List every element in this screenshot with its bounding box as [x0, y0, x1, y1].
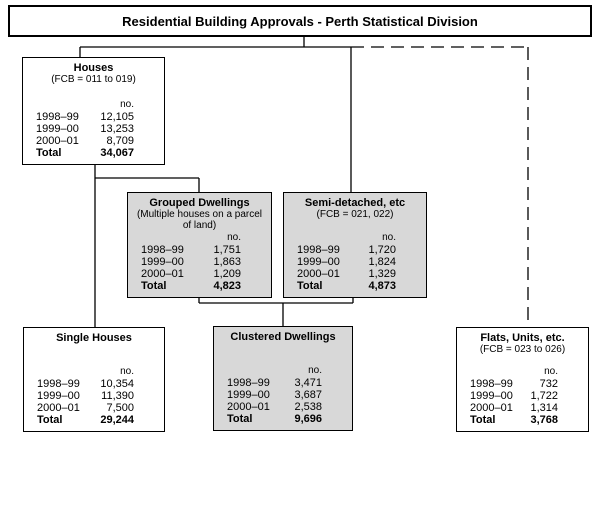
approvals-table [470, 366, 558, 426]
year-cell: 2000–01 [470, 402, 513, 414]
table-row [297, 244, 396, 256]
box-subtitle: (FCB = 023 to 026) [479, 344, 566, 355]
box-subtitle: (Multiple houses on a parcel of land) [136, 209, 263, 231]
value-cell: 10,354 [100, 378, 134, 390]
year-cell: 2000–01 [37, 402, 80, 414]
total-value: 9,696 [294, 413, 322, 425]
value-cell: 1,824 [368, 256, 396, 268]
year-cell: 1999–00 [297, 256, 340, 268]
year-cell: 1999–00 [37, 390, 80, 402]
year-cell: 1998–99 [37, 378, 80, 390]
year-cell: 2000–01 [36, 135, 79, 147]
diagram-title: Residential Building Approvals - Perth Statistical Division [122, 13, 478, 29]
total-row [36, 147, 134, 159]
value-cell: 2,538 [294, 401, 322, 413]
box-subtitle: (FCB = 021, 022) [316, 209, 394, 220]
unit-row [37, 366, 134, 378]
unit-row [36, 99, 134, 111]
single-houses-box [23, 327, 165, 432]
year-cell: 1998–99 [470, 378, 513, 390]
total-value: 29,244 [100, 414, 134, 426]
unit-row [470, 366, 558, 378]
diagram-title-box [8, 5, 592, 37]
total-label: Total [141, 280, 167, 292]
total-value: 4,823 [213, 280, 241, 292]
box-title: Houses [73, 62, 114, 74]
value-cell: 3,687 [294, 389, 322, 401]
table-row [141, 244, 241, 256]
table-row [227, 377, 322, 389]
unit-header: no. [120, 366, 134, 377]
table-row [37, 390, 134, 402]
box-title: Flats, Units, etc. [480, 332, 565, 344]
table-row [227, 401, 322, 413]
value-cell: 732 [539, 378, 558, 390]
total-label: Total [297, 280, 323, 292]
year-cell: 2000–01 [141, 268, 184, 280]
table-row [470, 390, 558, 402]
table-row [36, 111, 134, 123]
approvals-table [37, 366, 134, 426]
box-title: Clustered Dwellings [230, 331, 336, 343]
total-value: 34,067 [100, 147, 134, 159]
table-row [141, 268, 241, 280]
unit-header: no. [120, 99, 134, 110]
table-row [36, 123, 134, 135]
total-row [297, 280, 396, 292]
table-row [297, 268, 396, 280]
year-cell: 1999–00 [470, 390, 513, 402]
value-cell: 1,722 [530, 390, 558, 402]
year-cell: 1999–00 [36, 123, 79, 135]
value-cell: 13,253 [100, 123, 134, 135]
approvals-table [227, 365, 322, 425]
year-cell: 1998–99 [141, 244, 184, 256]
value-cell: 3,471 [294, 377, 322, 389]
unit-row [227, 365, 322, 377]
table-row [227, 389, 322, 401]
box-title: Semi-detached, etc [304, 197, 406, 209]
value-cell: 11,390 [101, 390, 134, 402]
approvals-table [141, 232, 241, 292]
table-row [297, 256, 396, 268]
year-cell: 1999–00 [227, 389, 270, 401]
unit-header: no. [308, 365, 322, 376]
box-title: Single Houses [56, 332, 132, 344]
year-cell: 1998–99 [227, 377, 270, 389]
total-row [470, 414, 558, 426]
value-cell: 1,329 [368, 268, 396, 280]
total-row [227, 413, 322, 425]
total-label: Total [36, 147, 62, 159]
flats-units-box [456, 327, 589, 432]
year-cell: 1998–99 [297, 244, 340, 256]
total-label: Total [37, 414, 63, 426]
houses-box [22, 57, 165, 165]
total-value: 4,873 [368, 280, 396, 292]
semi-detached-box [283, 192, 427, 298]
total-row [141, 280, 241, 292]
value-cell: 1,720 [368, 244, 396, 256]
value-cell: 8,709 [106, 135, 134, 147]
clustered-dwellings-box [213, 326, 353, 431]
table-row [470, 402, 558, 414]
year-cell: 2000–01 [227, 401, 270, 413]
approvals-table [297, 232, 396, 292]
unit-header: no. [544, 366, 558, 377]
total-value: 3,768 [530, 414, 558, 426]
value-cell: 1,863 [213, 256, 241, 268]
box-subtitle: (FCB = 011 to 019) [51, 74, 136, 85]
table-row [37, 378, 134, 390]
table-row [36, 135, 134, 147]
unit-header: no. [382, 232, 396, 243]
value-cell: 12,105 [100, 111, 134, 123]
total-label: Total [227, 413, 253, 425]
box-title: Grouped Dwellings [149, 197, 250, 209]
total-label: Total [470, 414, 496, 426]
table-row [470, 378, 558, 390]
value-cell: 1,751 [213, 244, 241, 256]
year-cell: 2000–01 [297, 268, 340, 280]
year-cell: 1999–00 [141, 256, 184, 268]
total-row [37, 414, 134, 426]
year-cell: 1998–99 [36, 111, 79, 123]
unit-row [141, 232, 241, 244]
grouped-dwellings-box [127, 192, 272, 298]
table-row [37, 402, 134, 414]
value-cell: 1,209 [213, 268, 241, 280]
table-row [141, 256, 241, 268]
value-cell: 1,314 [530, 402, 558, 414]
value-cell: 7,500 [106, 402, 134, 414]
unit-row [297, 232, 396, 244]
unit-header: no. [227, 232, 241, 243]
approvals-table [36, 99, 134, 159]
